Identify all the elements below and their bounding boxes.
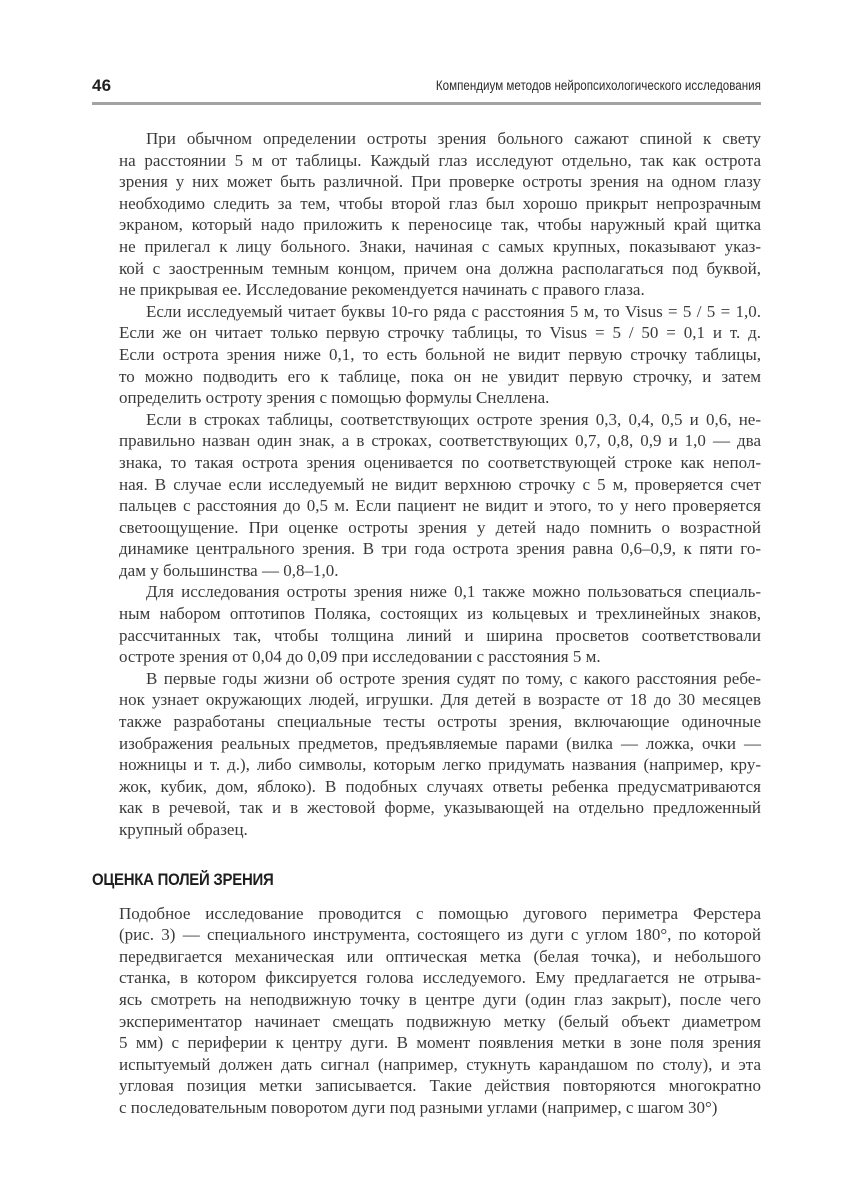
text-line: В первые годы жизни об остроте зрения судят по тому, с какого расстояния ребе- — [146, 668, 761, 688]
text-line: передвигается механическая или оптическая метка (белая точка), и небольшого — [119, 946, 761, 966]
text-line: Если исследуемый читает буквы 10-го ряда с расстояния 5 м, то Visus = 5 / 5 = 1,0. — [146, 301, 761, 321]
text-line: динамике центрального зрения. В три года острота зрения равна 0,6–0,9, к пяти го- — [119, 539, 761, 559]
paragraph — [92, 301, 761, 409]
text-line: крупный образец. — [119, 820, 248, 839]
text-line: Если острота зрения ниже 0,1, то есть больной не видит первую строчку таблицы, — [119, 344, 761, 364]
paragraph — [92, 128, 761, 301]
running-title: Компендиум методов нейропсихологического исследования — [436, 78, 761, 93]
text-line: то можно подводить его к таблице, пока он не увидит первую строчку, и затем — [119, 366, 761, 386]
paragraph — [92, 903, 761, 1119]
body-text — [92, 128, 761, 1119]
text-line: определить остроту зрения с помощью формулы Снеллена. — [119, 388, 550, 408]
text-line: При обычном определении остроты зрения больного сажают спиной к свету — [146, 129, 761, 148]
text-line: испытуемый должен дать сигнал (например, стукнуть карандашом по столу), и эта — [119, 1054, 761, 1074]
text-line: 5 мм) с периферии к центру дуги. В момент появления метки в зоне поля зрения — [119, 1033, 761, 1053]
intro-paragraphs — [92, 128, 761, 841]
page-header — [92, 76, 761, 98]
text-line: также разработаны специальные тесты остроты зрения, включающие одиночные — [119, 712, 761, 732]
text-line: дам у большинства — 0,8–1,0. — [119, 560, 339, 580]
text-line: экраном, который надо приложить к переносице так, чтобы наружный край щитка — [119, 215, 761, 235]
text-line: остроте зрения от 0,04 до 0,09 при исследовании с расстояния 5 м. — [119, 647, 601, 667]
text-line: ножницы и т. д.), либо символы, которым легко придумать названия (например, кру- — [119, 755, 761, 775]
text-line: с последовательным поворотом дуги под разными углами (например, с шагом 30°) — [119, 1097, 718, 1117]
text-line: не прилегал к лицу больного. Знаки, начиная с самых крупных, показывают указ- — [119, 236, 761, 256]
text-line: ная. В случае если исследуемый не видит верхнюю строчку с 5 м, проверяется счет — [119, 474, 761, 494]
text-line: правильно назван один знак, а в строках, соответствующих 0,7, 0,8, 0,9 и 1,0 — два — [119, 431, 761, 451]
text-line: необходимо следить за тем, чтобы второй глаз был хорошо прикрыт непрозрачным — [119, 193, 761, 213]
paragraph — [92, 581, 761, 667]
text-line: не прикрывая ее. Исследование рекомендуется начинать с правого глаза. — [119, 280, 645, 300]
text-line: кой с заостренным темным концом, причем она должна располагаться под буквой, — [119, 258, 761, 278]
section-paragraphs — [92, 903, 761, 1119]
text-line: на расстоянии 5 м от таблицы. Каждый глаз исследуют отдельно, так как острота — [119, 150, 761, 170]
text-line: Если же он читает только первую строчку таблицы, то Visus = 5 / 50 = 0,1 и т. д. — [119, 323, 761, 343]
text-line: угловая позиция метки записывается. Такие действия повторяются многократно — [119, 1076, 761, 1096]
text-line: знака, то такая острота зрения оценивается по соответствующей строке как непол- — [119, 452, 761, 472]
text-line: рассчитанных так, чтобы толщина линий и ширина просветов соответствовали — [119, 625, 761, 645]
text-line: зрения у них может быть различной. При проверке остроты зрения на одном глазу — [119, 172, 761, 192]
text-line: ным набором оптотипов Поляка, состоящих из кольцевых и трехлинейных знаков, — [119, 604, 761, 624]
paragraph — [92, 668, 761, 841]
text-line: экспериментатор начинает смещать подвижную метку (белый объект диаметром — [119, 1011, 761, 1031]
text-line: станка, в котором фиксируется голова исследуемого. Ему предлагается не отрыва- — [119, 968, 761, 988]
text-line: жок, кубик, дом, яблоко). В подобных случаях ответы ребенка предусматриваются — [119, 776, 761, 796]
text-line: (рис. 3) — специального инструмента, состоящего из дуги с углом 180°, по которой — [119, 925, 761, 945]
text-line: Для исследования остроты зрения ниже 0,1 также можно пользоваться специаль- — [146, 582, 761, 602]
text-line: ясь смотреть на неподвижную точку в центре дуги (один глаз закрыт), после чего — [119, 989, 761, 1009]
page-number: 46 — [92, 76, 112, 95]
text-line: как в речевой, так и в жестовой форме, указывающей на отдельно предложенный — [119, 798, 761, 818]
text-line: пальцев с расстояния до 0,5 м. Если пациент не видит и этого, то у него проверяется — [119, 496, 761, 516]
header-divider — [92, 102, 761, 105]
text-line: Подобное исследование проводится с помощью дугового периметра Ферстера — [119, 903, 761, 923]
paragraph — [92, 409, 761, 582]
text-line: изображения реальных предметов, предъявляемые парами (вилка — ложка, очки — — [119, 733, 761, 753]
text-line: светоощущение. При оценке остроты зрения у детей надо помнить о возрастной — [119, 517, 761, 537]
text-line: нок узнает окружающих людей, игрушки. Для детей в возрасте от 18 до 30 месяцев — [119, 690, 761, 710]
text-line: Если в строках таблицы, соответствующих остроте зрения 0,3, 0,4, 0,5 и 0,6, не- — [146, 409, 761, 429]
section-heading: ОЦЕНКА ПОЛЕЙ ЗРЕНИЯ — [92, 869, 274, 889]
